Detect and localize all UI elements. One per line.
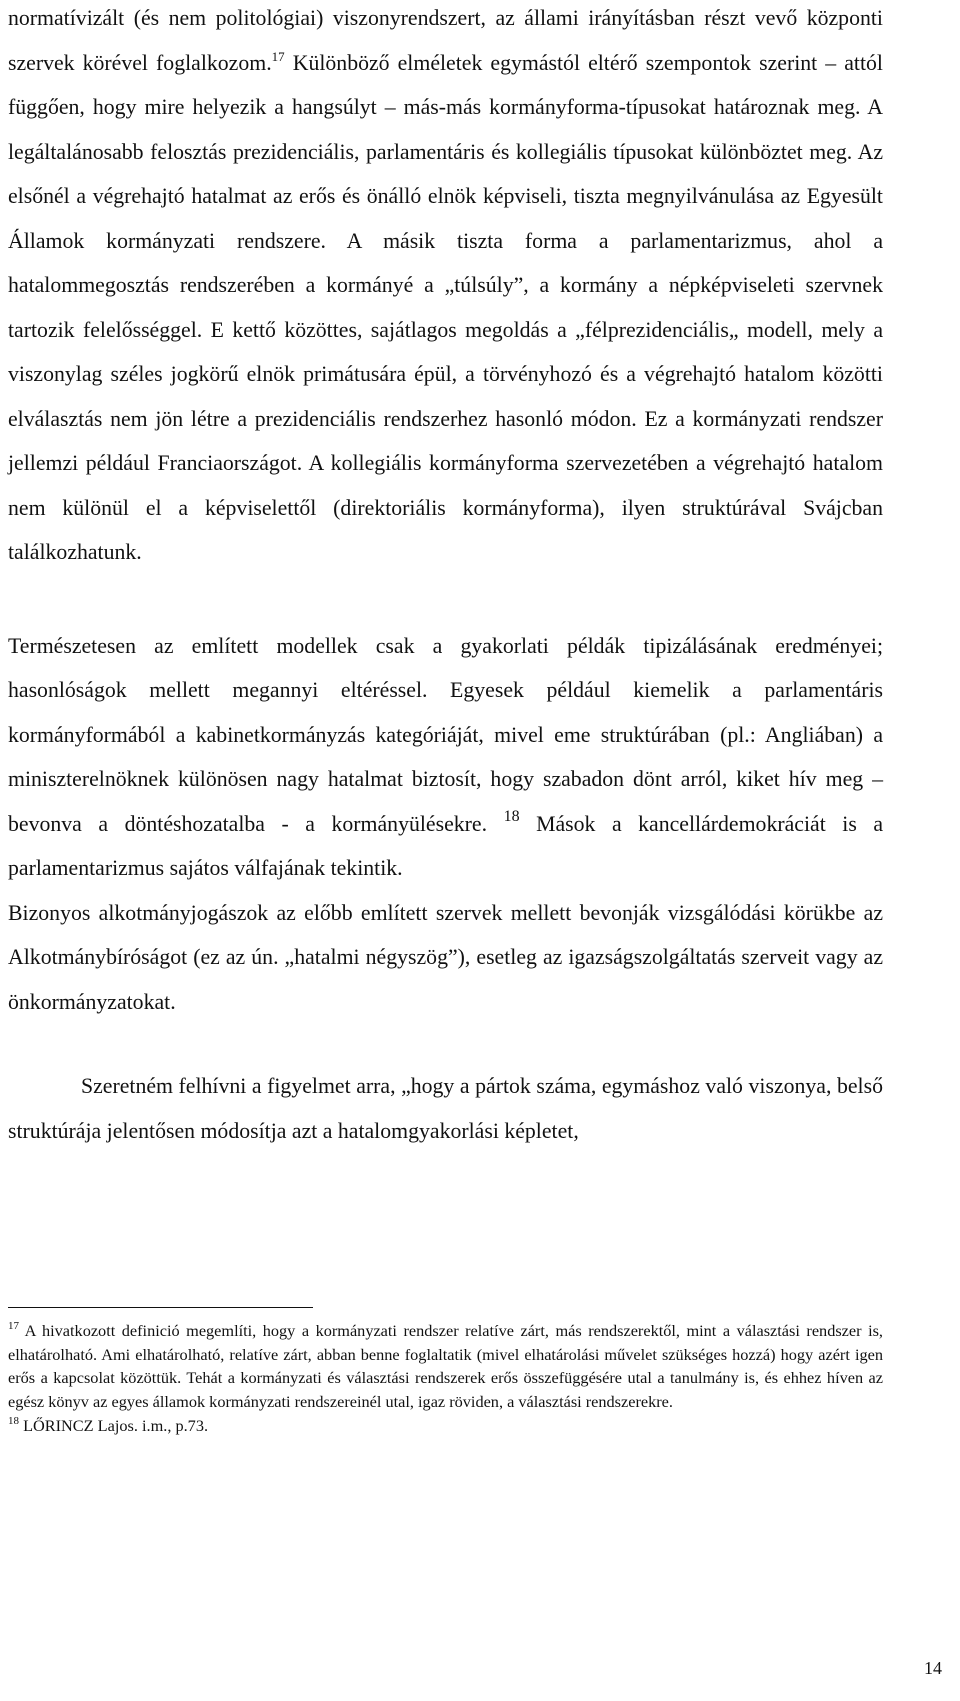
- paragraph-constitutional-court: Bizonyos alkotmányjogászok az előbb említett szervek mellett bevonják vizsgálódási körükbe az Alkotmánybíróságot (ez az ún. „hatalmi négyszög”), esetleg az igazságszolgáltatás szerveit vagy az önkormányzatokat.: [8, 900, 883, 1014]
- paragraph-government-forms: [8, 0, 883, 575]
- footnote-text: LŐRINCZ Lajos. i.m., p.73.: [19, 1415, 209, 1435]
- footnote-17: [8, 1319, 883, 1414]
- footnote-separator: [8, 1307, 313, 1308]
- footnote-reference-18[interactable]: 18: [503, 807, 520, 825]
- paragraph-text: Természetesen az említett modellek csak a gyakorlati példák tipizálásának eredményei; hasonlóságok mellett megannyi eltéréssel. Egyesek például kiemelik a parlamentáris kormányformából a kabinetkormányzás kategóriáját, mivel eme struktúrában (pl.: Angliában) a miniszterelnöknek különösen nagy hatalmat biztosít, hogy szabadon dönt arról, kiket hív meg – bevonva a döntéshozatalba - a kormányülésekre.: [8, 633, 883, 836]
- footnote-number: 17: [8, 1320, 19, 1332]
- paragraph-text: Különböző elméletek egymástól eltérő szempontok szerint – attól függően, hogy mire helyezik a hangsúlyt – más-más kormányforma-típusokat határoznak meg. A legáltalánosabb felosztás prezidenciális, parlamentáris és kollegiális típusokat különböztet meg. Az elsőnél a végrehajtó hatalmat az erős és önálló elnök képviseli, tiszta megnyilvánulása az Egyesült Államok kormányzati rendszere. A másik tiszta forma a parlamentarizmus, ahol a hatalommegosztás rendszerében a kormányé a „túlsúly”, a kormány a népképviseleti szervnek tartozik felelősséggel. E kettő közöttes, sajátlagos megoldás a „félprezidenciális„ modell, mely a viszonylag széles jogkörű elnök primátusára épül, a törvényhozó és a végrehajtó hatalom közötti elválasztás nem jön létre a prezidenciális rendszerhez hasonló módon. Ez a kormányzati rendszer jellemzi például Franciaországot. A kollegiális kormányforma szervezetében a végrehajtó hatalom nem különül el a képviselettől (direktoriális kormányforma), ilyen struktúrával Svájcban találkozhatunk.: [8, 50, 883, 564]
- paragraph-spacer: [8, 1024, 883, 1064]
- footnote-18: [8, 1414, 883, 1438]
- paragraph-text: normatívizált (és nem politológiai) viszonyrendszert, az állami irányításban részt vevő központi szervek körével foglalkozom.: [8, 6, 883, 75]
- document-page: [8, 0, 883, 1153]
- paragraph-text: Mások a kancellárdemokráciát is a parlamentarizmus sajátos válfajának tekintik.: [8, 811, 884, 880]
- paragraph-models: [8, 624, 883, 891]
- paragraph-spacer: [8, 575, 883, 624]
- page-number: 14: [924, 1658, 942, 1678]
- footnote-number: 18: [8, 1414, 19, 1427]
- footnotes: [8, 1319, 883, 1438]
- footnote-text: A hivatkozott definició megemlíti, hogy a kormányzati rendszer relatíve zárt, más rendszerektől, mint a választási rendszer is, elhatárolható. Ami elhatárolható, relatíve zárt, abban benne foglaltatik (mivel elhatárolási művelet szükséges hozzá) hogy azért igen erős a kapcsolat közöttük. Tehát a kormányzati és választási rendszerek erős összefüggésére utal a tanulmány is, és ehhez híven az egész könyv az egyes államok kormányzati rendszereinél utal, igaz röviden, a választási rendszerekre.: [8, 1321, 883, 1412]
- footnote-reference-17[interactable]: 17: [271, 48, 285, 64]
- paragraph-parties: Szeretném felhívni a figyelmet arra, „hogy a pártok száma, egymáshoz való viszonya, belső struktúrája jelentősen módosítja azt a hatalomgyakorlási képletet,: [8, 1074, 883, 1143]
